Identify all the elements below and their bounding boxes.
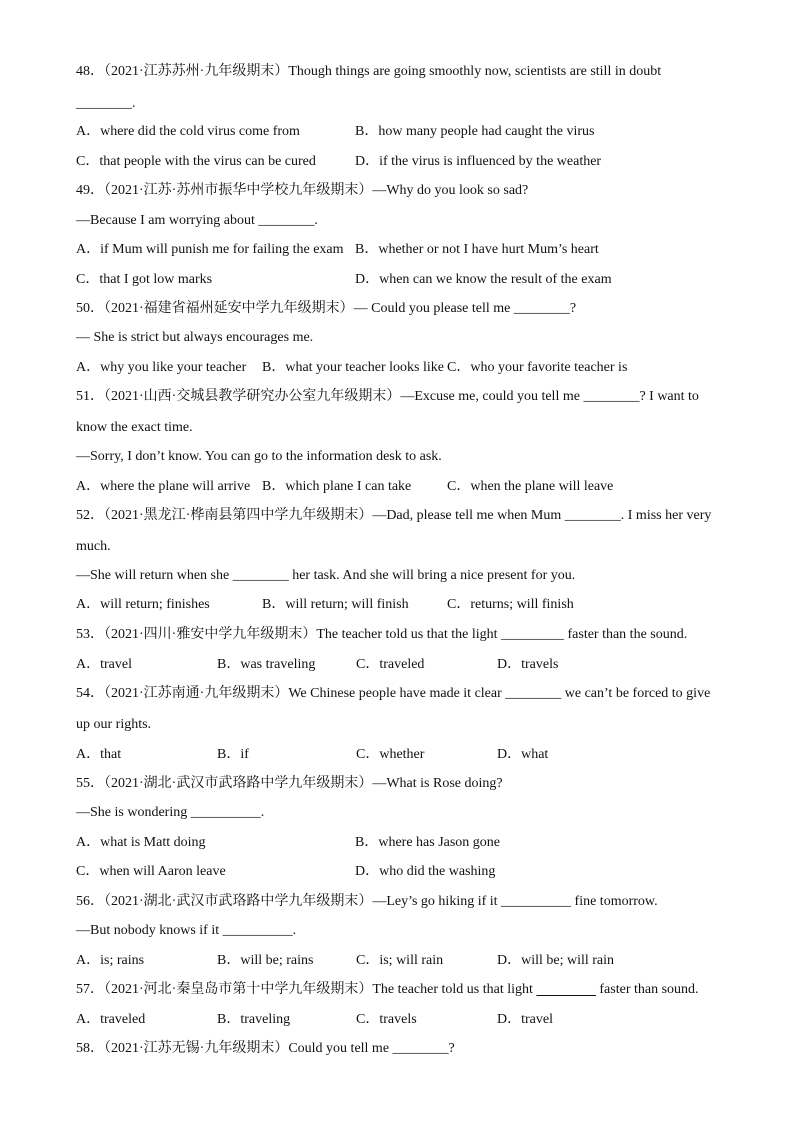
question-51-option-a: A．where the plane will arrive	[76, 479, 251, 494]
question-51-option-b: B．which plane I can take	[262, 479, 412, 494]
question-56-option-b: B．will be; rains	[217, 953, 314, 968]
question-57-stem	[76, 980, 699, 1000]
question-53-option-a: A．travel	[76, 657, 132, 672]
question-57-blank	[536, 982, 596, 997]
question-53-stem: 53．（2021·四川·雅安中学九年级期末）The teacher told us that the light _________ faster than the sound.	[76, 627, 688, 642]
question-54-option-b: B．if	[217, 747, 249, 762]
question-55-option-c: C．when will Aaron leave	[76, 864, 226, 879]
question-54-option-a: A．that	[76, 747, 122, 762]
question-55-option-b: B．where has Jason gone	[355, 835, 501, 850]
question-57-stem-end: faster than sound.	[595, 982, 699, 997]
question-49-option-b: B．whether or not I have hurt Mum’s heart	[355, 242, 599, 257]
question-55-response: —She is wondering __________.	[76, 805, 265, 820]
question-51-stem: 51．（2021·山西·交城县教学研究办公室九年级期末）—Excuse me, could you tell me ________? I want to	[76, 389, 699, 404]
question-55-stem: 55．（2021·湖北·武汉市武珞路中学九年级期末）—What is Rose doing?	[76, 776, 503, 791]
question-50-option-a: A．why you like your teacher	[76, 360, 247, 375]
question-49-option-d: D．when can we know the result of the exam	[355, 272, 612, 287]
question-57-option-d: D．travel	[497, 1012, 553, 1027]
question-58-stem: 58．（2021·江苏无锡·九年级期末）Could you tell me ________?	[76, 1041, 455, 1056]
question-56-response: —But nobody knows if it __________.	[76, 923, 297, 938]
question-56-option-d: D．will be; will rain	[497, 953, 615, 968]
question-52-option-b: B．will return; will finish	[262, 597, 409, 612]
question-50-option-c: C．who your favorite teacher is	[447, 360, 628, 375]
question-55-option-a: A．what is Matt doing	[76, 835, 206, 850]
question-56-option-a: A．is; rains	[76, 953, 145, 968]
question-54-stem-continued: up our rights.	[76, 717, 152, 732]
question-51-option-c: C．when the plane will leave	[447, 479, 614, 494]
question-53-option-c: C．traveled	[356, 657, 425, 672]
question-48-option-c: C．that people with the virus can be cured	[76, 154, 316, 169]
question-48-option-b: B．how many people had caught the virus	[355, 124, 595, 139]
question-52-option-c: C．returns; will finish	[447, 597, 574, 612]
question-54-stem: 54．（2021·江苏南通·九年级期末）We Chinese people have made it clear ________ we can’t be forced to give	[76, 686, 711, 701]
question-52-stem: 52．（2021·黑龙江·桦南县第四中学九年级期末）—Dad, please tell me when Mum ________. I miss her very	[76, 508, 712, 523]
question-57-option-c: C．travels	[356, 1012, 417, 1027]
question-54-option-c: C．whether	[356, 747, 425, 762]
question-53-option-d: D．travels	[497, 657, 559, 672]
question-52-response: —She will return when she ________ her task. And she will bring a nice present for you.	[76, 568, 576, 583]
question-57-option-a: A．traveled	[76, 1012, 146, 1027]
question-57-stem-start: 57．（2021·河北·秦皇岛市第十中学九年级期末）The teacher told us that light	[76, 982, 537, 997]
question-48-option-d: D．if the virus is influenced by the weather	[355, 154, 602, 169]
question-56-option-c: C．is; will rain	[356, 953, 444, 968]
question-49-option-a: A．if Mum will punish me for failing the exam	[76, 242, 344, 257]
question-57-option-b: B．traveling	[217, 1012, 291, 1027]
question-56-stem: 56．（2021·湖北·武汉市武珞路中学九年级期末）—Ley’s go hiking if it __________ fine tomorrow.	[76, 894, 658, 909]
question-54-option-d: D．what	[497, 747, 549, 762]
question-50-response: — She is strict but always encourages me.	[76, 330, 314, 345]
question-49-stem: 49．（2021·江苏·苏州市振华中学校九年级期末）—Why do you look so sad?	[76, 183, 529, 198]
question-52-option-a: A．will return; finishes	[76, 597, 210, 612]
question-55-option-d: D．who did the washing	[355, 864, 496, 879]
question-48-blank-line: ________.	[76, 96, 136, 111]
question-48-option-a: A．where did the cold virus come from	[76, 124, 300, 139]
question-51-stem-continued: know the exact time.	[76, 420, 193, 435]
question-50-stem: 50．（2021·福建省福州延安中学九年级期末）— Could you please tell me ________?	[76, 301, 577, 316]
question-51-response: —Sorry, I don’t know. You can go to the information desk to ask.	[76, 449, 442, 464]
question-53-option-b: B．was traveling	[217, 657, 316, 672]
question-52-stem-continued: much.	[76, 539, 111, 554]
question-48-stem: 48．（2021·江苏苏州·九年级期末）Though things are going smoothly now, scientists are still in doubt	[76, 64, 662, 79]
question-50-option-b: B．what your teacher looks like	[262, 360, 444, 375]
question-49-option-c: C．that I got low marks	[76, 272, 213, 287]
question-49-response: —Because I am worrying about ________.	[76, 213, 318, 228]
